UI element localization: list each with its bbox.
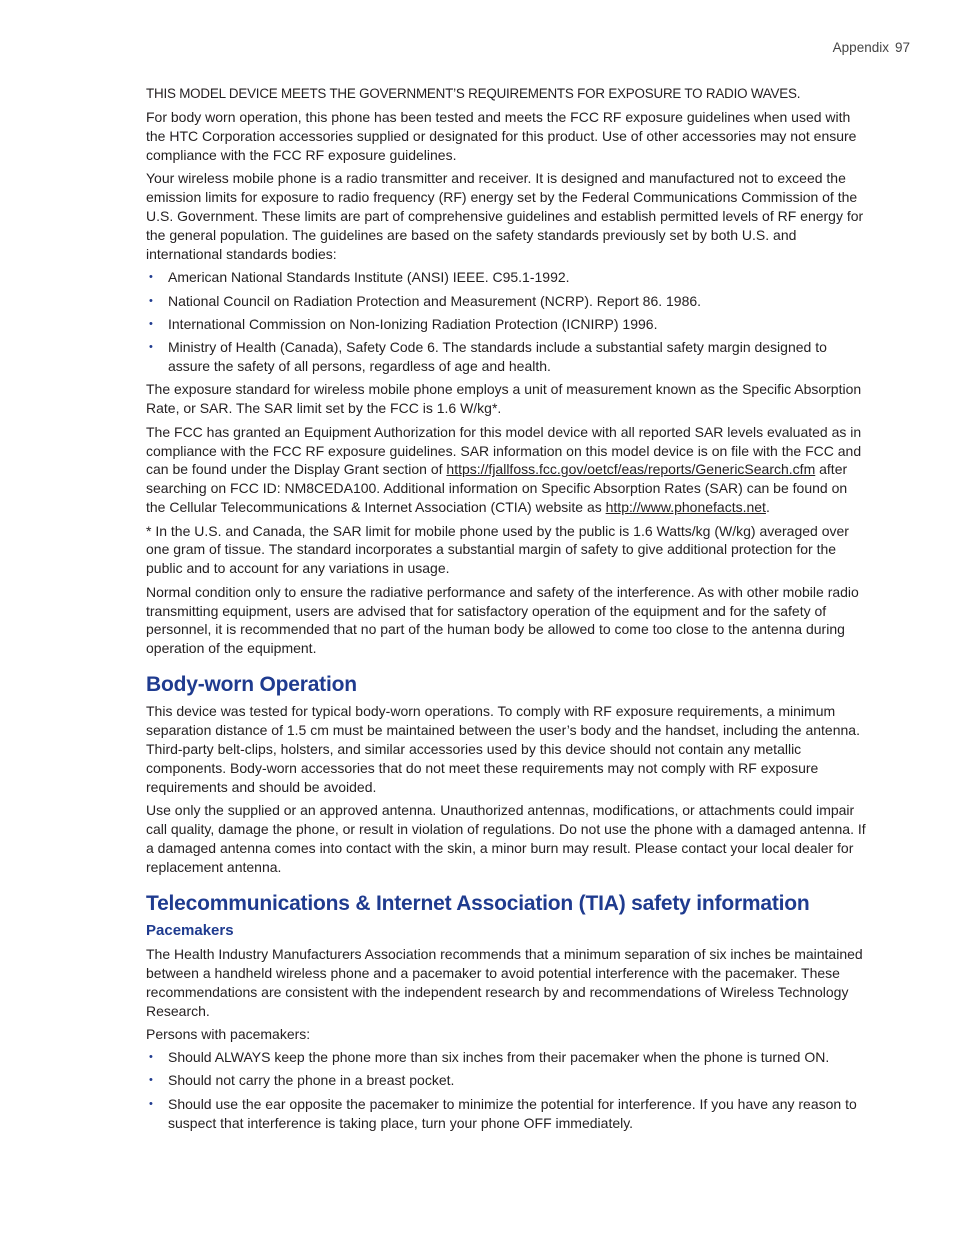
section-heading-body-worn: Body-worn Operation <box>146 673 357 697</box>
list-item: • National Council on Radiation Protection and Measurement (NCRP). Report 86. 1986. <box>146 292 868 311</box>
list-item: • Ministry of Health (Canada), Safety Code 6. The standards include a substantial safety margin designed to assure the safety of all persons, regardless of age and health. <box>146 338 868 376</box>
fcc-link[interactable]: https://fjallfoss.fcc.gov/oetcf/eas/reports/GenericSearch.cfm <box>446 461 816 478</box>
phonefacts-link[interactable]: http://www.phonefacts.net <box>605 499 766 516</box>
footnote-paragraph: * In the U.S. and Canada, the SAR limit for mobile phone used by the public is 1.6 Watts/kg (W/kg) averaged over one gram of tissue. The standard incorporates a substantial margin of safety to give additional protection for the public and to account for any variations in usage. <box>146 522 849 577</box>
section-label: Appendix <box>832 40 889 55</box>
list-item: • American National Standards Institute (ANSI) IEEE. C95.1-1992. <box>146 268 868 287</box>
pacemaker-paragraph: The Health Industry Manufacturers Association recommends that a minimum separation of six inches be maintained between a handheld wireless phone and a pacemaker to avoid potential interference with the pacemaker. These recommendations are consistent with the independent research by and recommendations of Wireless Technology Research. <box>146 945 863 1019</box>
sar-paragraph: The exposure standard for wireless mobile phone employs a unit of measurement known as the Specific Absorption Rate, or SAR. The SAR limit set by the FCC is 1.6 W/kg*. <box>146 381 862 417</box>
subheading-pacemakers: Pacemakers <box>146 921 234 939</box>
list-item: • Should not carry the phone in a breast pocket. <box>146 1071 868 1090</box>
list-item: • International Commission on Non-Ionizing Radiation Protection (ICNIRP) 1996. <box>146 315 868 334</box>
fcc-text: The FCC has granted an Equipment Authorization for this model device with all reported SAR levels evaluated as in compliance with the FCC RF exposure guidelines. SAR information on this model device is on file with the FCC and can be found under the Display Grant section of <box>146 423 862 478</box>
standards-list <box>146 268 868 376</box>
wireless-paragraph: Your wireless mobile phone is a radio transmitter and receiver. It is designed and manufactured not to exceed the emission limits for exposure to radio frequency (RF) energy set by the Federal Communications Commission of the U.S. Government. These limits are part of comprehensive guidelines and establish permitted levels of RF energy for the general population. The guidelines are based on the safety standards previously set by both U.S. and international standards bodies: <box>146 170 864 263</box>
pacemaker-list <box>146 1048 868 1132</box>
persons-with-pacemakers: Persons with pacemakers: <box>146 1025 311 1042</box>
list-item: • Should ALWAYS keep the phone more than six inches from their pacemaker when the phone is turned ON. <box>146 1048 868 1067</box>
page-header <box>833 40 910 55</box>
normal-condition-paragraph: Normal condition only to ensure the radiative performance and safety of the interference. As with other mobile radio transmitting equipment, users are advised that for satisfactory operation of the equipment and for the safety of personnel, it is recommended that no part of the human body be allowed to come too close to the antenna during operation of the equipment. <box>146 583 859 657</box>
fcc-text: . <box>765 499 770 516</box>
section-heading-tia: Telecommunications & Internet Association (TIA) safety information <box>146 891 810 915</box>
antenna-paragraph: Use only the supplied or an approved antenna. Unauthorized antennas, modifications, or attachments could impair call quality, damage the phone, or result in violation of regulations. Do not use the phone with a damaged antenna. If a damaged antenna comes into contact with the skin, a minor burn may result. Please contact your local dealer for replacement antenna. <box>146 802 866 875</box>
page-number: 97 <box>894 40 910 55</box>
list-item: • Should use the ear opposite the pacemaker to minimize the potential for interference. If you have any reason to suspect that interference is taking place, turn your phone OFF immediately. <box>146 1095 868 1133</box>
page-content <box>146 85 868 1137</box>
body-worn-tested-paragraph: This device was tested for typical body-worn operations. To comply with RF exposure requirements, a minimum separation distance of 1.5 cm must be maintained between the user’s body and the handset, including the antenna. Third-party belt-clips, holsters, and similar accessories used by this device should not contain any metallic components. Body-worn accessories that do not meet these requirements may not comply with RF exposure requirements and should be avoided. <box>146 703 860 795</box>
fcc-text: after searching on FCC ID: NM8CEDA100. Additional information on Specific Absorption Rates (SAR) can be found on the Cellular Telecommunications & Internet Association (CTIA) website as <box>146 461 848 516</box>
body-worn-paragraph: For body worn operation, this phone has been tested and meets the FCC RF exposure guidelines when used with the HTC Corporation accessories supplied or designated for this product. Use of other accessories may not ensure compliance with the FCC RF exposure guidelines. <box>146 109 857 164</box>
fcc-paragraph <box>146 423 868 518</box>
intro-statement: THIS MODEL DEVICE MEETS THE GOVERNMENT’S REQUIREMENTS FOR EXPOSURE TO RADIO WAVES. <box>146 86 801 101</box>
